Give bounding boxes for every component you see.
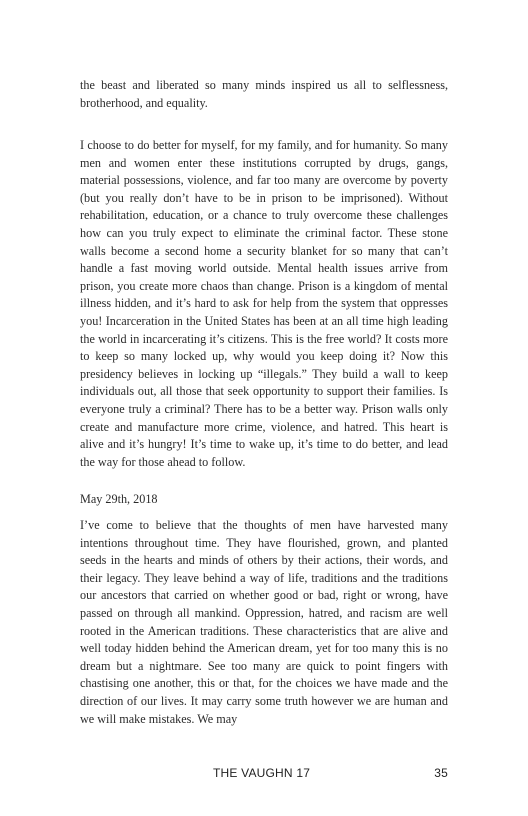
entry-date	[80, 491, 448, 509]
running-footer-title: THE VAUGHN 17	[213, 766, 311, 780]
paragraph-text: I choose to do better for myself, for my family, and for humanity. So many men and women enter these institutions corrupted by drugs, gangs, material possessions, violence, and far too many are overcome by poverty (but you really don’t have to be in prison to be imprisoned). Without rehabilitation, education, or a chance to truly overcome these challenges how can you truly expect to eliminate the criminal factor. These stone walls become a second home a security blanket for so many that can’t handle a fast moving world outside. Mental health issues arrive from prison, you create more chaos than change. Prison is a kingdom of mental illness hidden, and it’s hard to ask for help from the system that oppresses you! Incarceration in the United States has been at an all time high leading the world in incarcerating it’s citizens. This is the free world? It costs more to keep so many locked up, why would you keep doing it? Now this presidency believes in locking up “illegals.” They build a wall to keep individuals out, all those that seek opportunity to support their families. Is everyone truly a criminal? There has to be a better way. Prison walls only create and manufacture more crime, violence, and hatred. This heart is alive and it’s hungry! It’s time to wake up, it’s time to do better, and lead the way for those ahead to follow.	[80, 138, 448, 469]
paragraph-continuation	[80, 77, 448, 112]
paragraph-harvested	[80, 517, 448, 728]
date-text: May 29th, 2018	[80, 492, 158, 506]
paragraph-text: the beast and liberated so many minds inspired us all to selflessness, brotherhood, and equality.	[80, 78, 448, 110]
page-number: 35	[434, 766, 448, 780]
paragraph-text: I’ve come to believe that the thoughts of men have harvested many intentions throughout time. They have flourished, grown, and planted seeds in the hearts and minds of others by their actions, their words, and their legacy. They leave behind a way of life, traditions and the traditions our ancestors that carried on whether good or bad, right or wrong, have passed on through all mankind. Oppression, hatred, and racism are well rooted in the American traditions. These characteristics that are alive and well today hidden behind the American dream, yet for too many this is no dream but a nightmare. See too many are quick to point fingers with chastising one another, this or that, for the choices we have made and the direction of our lives. It may carry some truth however we are human and we will make mistakes. We may	[80, 518, 448, 726]
paragraph-humanity	[80, 137, 448, 471]
